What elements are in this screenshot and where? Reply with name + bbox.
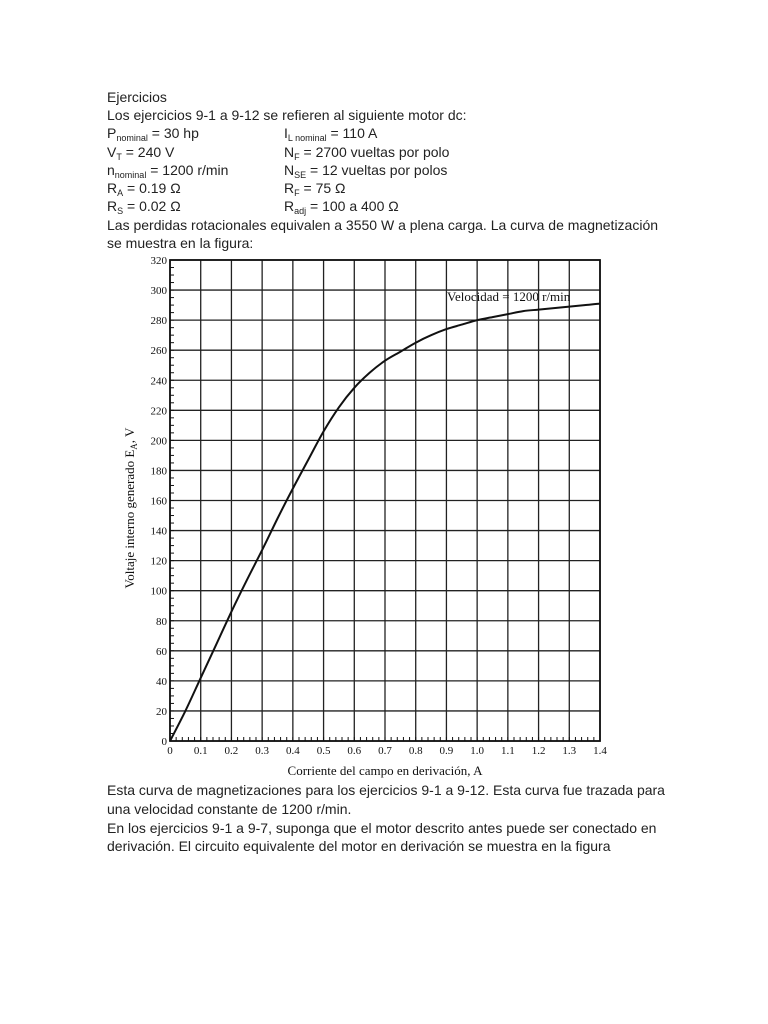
x-tick-label: 1.3 <box>562 745 577 757</box>
spec-il-nominal: $I_{L nominal} = 110$ A <box>284 125 378 143</box>
losses-text-line1: Las perdidas rotacionales equivalen a 3550 W a plena carga. La curva de magnetización <box>107 217 659 233</box>
y-tick-label: 20 <box>156 705 167 718</box>
spec-ra: $R_A = 0.19$ Ω <box>107 180 181 198</box>
x-tick-label: 1.1 <box>500 745 515 757</box>
y-tick-label: 320 <box>150 255 167 267</box>
y-tick-label: 140 <box>150 525 167 538</box>
y-tick-label: 180 <box>150 465 167 478</box>
y-tick-label: 200 <box>150 435 167 448</box>
x-tick-label: 0.5 <box>316 745 331 757</box>
y-tick-label: 80 <box>156 615 167 628</box>
x-tick-label: 0.8 <box>408 745 423 757</box>
svg-text:Voltaje interno generado EA, V: Voltaje interno generado $E_A$, V <box>122 427 139 589</box>
spec-nse: $N_{SE} = 12$ vueltas por polos <box>284 162 448 180</box>
x-tick-label: 0.1 <box>193 745 208 757</box>
x-tick-label: 0.2 <box>224 745 239 757</box>
caption-line4: derivación. El circuito equivalente del motor en derivación se muestra en la figura <box>107 838 611 854</box>
y-tick-label: 60 <box>156 645 167 658</box>
x-tick-label: 1.0 <box>470 745 485 757</box>
x-tick-label: 1.4 <box>593 745 607 757</box>
spec-vt: $V_T = 240$ V <box>107 144 175 162</box>
chart-grid <box>170 260 600 741</box>
x-tick-label: 0.3 <box>255 745 270 757</box>
x-tick-label: 0.4 <box>285 745 300 757</box>
caption-line2: una velocidad constante de 1200 r/min. <box>107 801 352 817</box>
x-tick-label: 1.2 <box>531 745 546 757</box>
y-tick-label: 280 <box>150 315 167 328</box>
x-tick-label: 0 <box>167 745 173 757</box>
y-tick-label: 220 <box>150 405 167 418</box>
chart-annotation: Velocidad = 1200 r/min <box>447 289 571 304</box>
y-tick-label: 40 <box>156 675 167 688</box>
page-title: Ejercicios <box>107 89 167 105</box>
y-tick-label: 300 <box>150 285 167 298</box>
y-tick-label: 0 <box>161 736 167 748</box>
magnetization-chart <box>118 250 618 780</box>
spec-radj: $R_{adj} = 100$ a 400 Ω <box>284 198 399 216</box>
spec-nf: $N_F = 2700$ vueltas por polo <box>284 144 450 162</box>
y-tick-label: 160 <box>150 495 167 508</box>
y-tick-label: 260 <box>150 345 167 358</box>
spec-p-nominal: $P_{nominal} = 30$ hp <box>107 125 199 143</box>
chart-x-axis-label: Corriente del campo en derivación, A <box>287 763 483 778</box>
x-tick-label: 0.6 <box>347 745 362 757</box>
caption-line3: En los ejercicios 9-1 a 9-7, suponga que el motor descrito antes puede ser conectado en <box>107 820 657 836</box>
losses-text-line2: se muestra en la figura: <box>107 235 254 251</box>
y-tick-label: 240 <box>150 375 167 388</box>
caption-line1: Esta curva de magnetizaciones para los ejercicios 9-1 a 9-12. Esta curva fue trazada para <box>107 782 665 798</box>
y-tick-label: 120 <box>150 555 167 568</box>
x-tick-label: 0.9 <box>439 745 454 757</box>
spec-n-nominal: $n_{nominal} = 1200$ r/min <box>107 162 229 180</box>
chart-y-axis-label <box>122 427 139 589</box>
y-tick-label: 100 <box>150 585 167 598</box>
spec-rf: $R_F = 75$ Ω <box>284 180 346 198</box>
intro-text: Los ejercicios 9-1 a 9-12 se refieren al siguiente motor dc: <box>107 107 467 123</box>
spec-rs: $R_S = 0.02$ Ω <box>107 198 181 216</box>
x-tick-label: 0.7 <box>378 745 392 757</box>
